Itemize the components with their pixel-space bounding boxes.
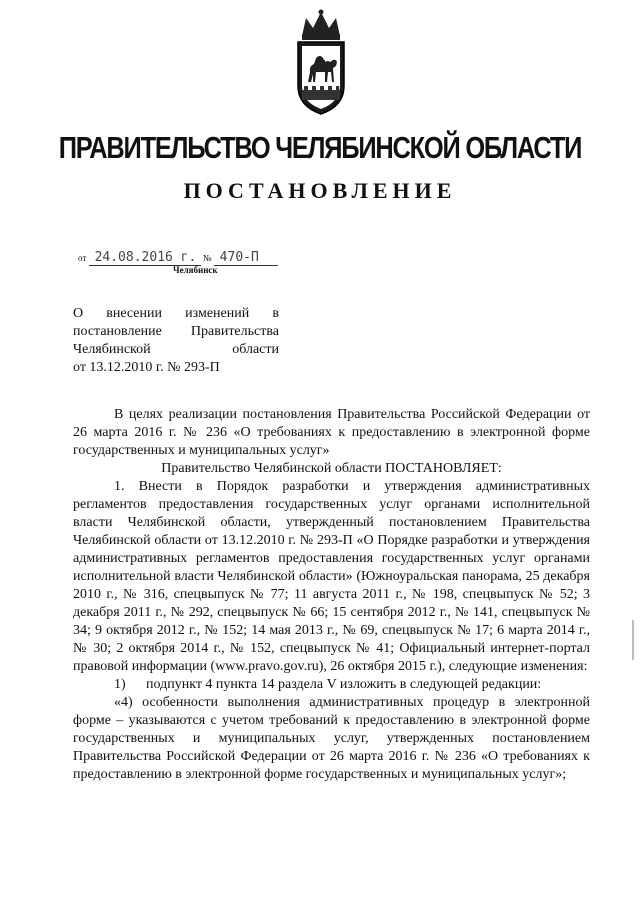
number-label: № <box>202 253 212 263</box>
document-number: 470-П <box>214 250 278 266</box>
item-1-number: 1) <box>114 677 126 692</box>
dateline <box>78 250 278 266</box>
chelyabinsk-coat-of-arms-icon <box>280 8 362 118</box>
item-1-paragraph <box>73 676 590 694</box>
scan-margin-mark <box>632 620 634 660</box>
clause-1-paragraph: 1. Внести в Порядок разработки и утверждения административных регламентов предоставления государственных услуг органами исполнительной власти Челябинской области, утвержденный постановлением Правительства Челябинской области от 13.12.2010 г. № 293-П «О Порядке разработки и утверждения административных регламентов предоставления государственных услуг органами исполнительной власти Челябинской области» (Южноуральская панорама, 25 декабря 2010 г., № 316, спецвыпуск № 77; 11 августа 2011 г., № 198, спецвыпуск № 52; 3 декабря 2011 г., № 292, спецвыпуск № 66; 15 сентября 2012 г., № 141, спецвыпуск № 34; 9 октября 2012 г., № 152; 14 мая 2013 г., № 69, спецвыпуск № 17; 6 марта 2014 г., № 30; 2 октября 2014 г., № 152, спецвыпуск № 41; Официальный интернет-портал правовой информации (www.pravo.gov.ru), 26 октября 2015 г.), следующие изменения: <box>73 479 590 674</box>
city-name: Челябинск <box>173 265 218 275</box>
document-date: 24.08.2016 г. <box>89 250 201 266</box>
item-1-text: подпункт 4 пункта 14 раздела V изложить в следующей редакции: <box>146 677 542 692</box>
resolution-line: Правительство Челябинской области ПОСТАНОВЛЯЕТ: <box>161 461 502 476</box>
government-title: ПРАВИТЕЛЬСТВО ЧЕЛЯБИНСКОЙ ОБЛАСТИ <box>58 130 582 165</box>
date-from-label: от <box>78 253 87 263</box>
subject-line: О внесении изменений в <box>73 306 279 321</box>
document-subject <box>73 305 279 377</box>
document-body <box>73 406 590 784</box>
subject-line: постановление Правительства <box>73 324 279 339</box>
subject-line: Челябинской области <box>73 342 279 357</box>
preamble-paragraph: В целях реализации постановления Правительства Российской Федерации от 26 марта 2016 г. № 236 «О требованиях к предоставлению в электронной форме государственных и муниципальных услуг» <box>73 407 590 458</box>
subject-line: от 13.12.2010 г. № 293-П <box>73 360 220 375</box>
quoted-amendment: «4) особенности выполнения административных процедур в электронной форме – указываются с учетом требований к предоставлению в электронной форме государственных и муниципальных услуг, утвержденных постановлением Правительства Российской Федерации от 26 марта 2016 г. № 236 «О требованиях к предоставлению в электронной форме государственных и муниципальных услуг»; <box>73 695 590 782</box>
document-type: ПОСТАНОВЛЕНИЕ <box>183 178 457 203</box>
